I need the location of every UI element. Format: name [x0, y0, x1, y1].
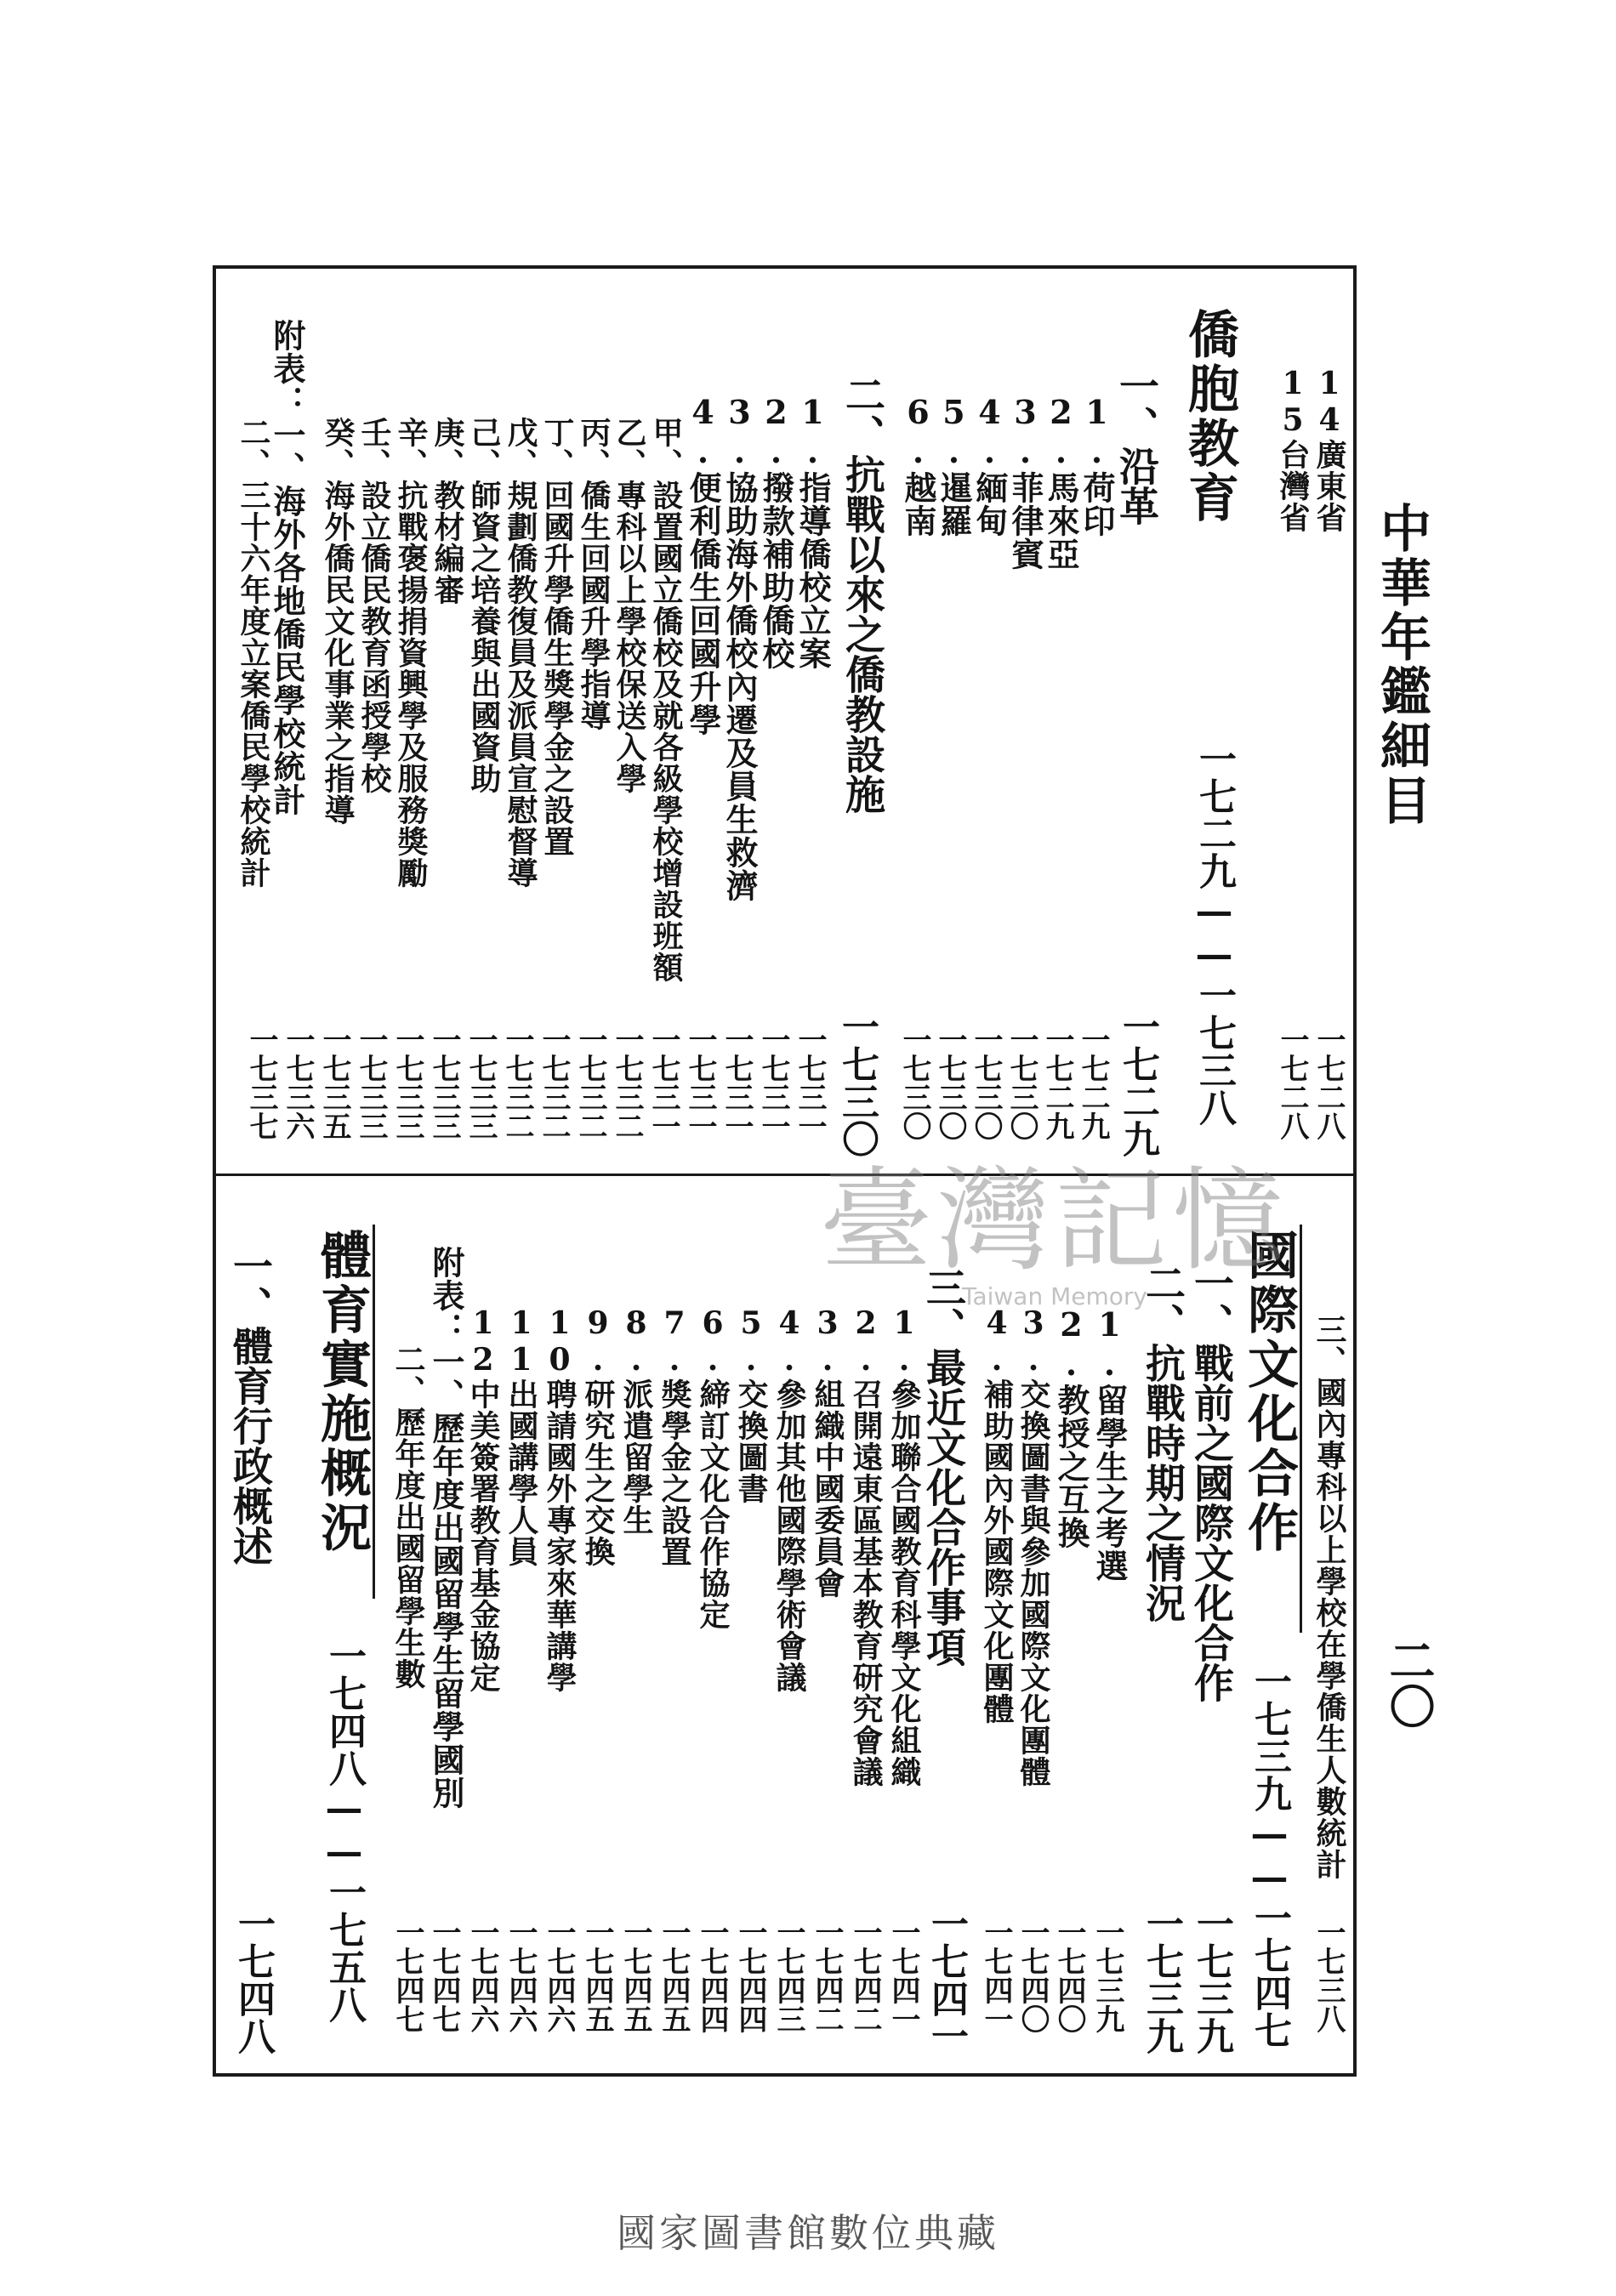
entry-page: 一七四四 — [695, 1918, 729, 2033]
entry-page: 一七二九 — [1116, 1008, 1159, 1157]
entry-page: 一七四二 — [848, 1918, 882, 2033]
watermark-sub: Taiwan Memory — [962, 1282, 1147, 1310]
entry-page: 一七四五 — [618, 1918, 652, 2033]
entry-text: 4.便利僑生回國升學 — [684, 393, 722, 736]
entry-text: 2.召開遠東區基本教育研究會議 — [848, 1305, 884, 1787]
entry-text: 2.馬來亞 — [1042, 393, 1080, 571]
entry-page: 一七三八 — [1312, 1918, 1346, 2033]
entry-text: 1.留學生之考選 — [1090, 1305, 1129, 1583]
entry-page-range: 一七三九——一七四七 — [1248, 1662, 1291, 2049]
entry-page: 一七四五 — [580, 1918, 614, 2033]
entry-text: 甲、設置國立僑校及就各級學校增設班額 — [648, 417, 684, 983]
entry-page: 一七四六 — [542, 1918, 576, 2033]
entry-text: 14廣東省 — [1312, 366, 1347, 533]
entry-page-range: 一七四八——一七五八 — [322, 1637, 366, 2023]
entry-page: 一七四六 — [504, 1918, 538, 2033]
entry-page: 一七二九 — [1076, 1025, 1110, 1140]
entry-page: 一七四七 — [427, 1918, 461, 2033]
entry-page: 一七三九 — [1190, 1905, 1233, 2054]
watermark — [791, 1156, 1318, 1310]
entry-text: 三、國內專科以上學校在學僑生人數統計 — [1312, 1314, 1347, 1880]
entry-text: 3.協助海外僑校內遷及員生救濟 — [720, 393, 759, 902]
entry-page: 一七三五 — [317, 1025, 351, 1140]
entry-text: 一、戰前之國際文化合作 — [1187, 1263, 1234, 1702]
entry-page: 一七三〇 — [835, 1008, 879, 1157]
entry-page: 一七三二 — [500, 1025, 534, 1140]
entry-page: 一七三二 — [573, 1025, 607, 1140]
entry-text: 4.參加其他國際學術會議 — [771, 1305, 807, 1693]
entry-page: 一七三三 — [354, 1025, 388, 1140]
entry-page: 一七二八 — [1312, 1025, 1346, 1140]
entry-page: 一七三二 — [610, 1025, 644, 1140]
entry-page: 一七三三 — [390, 1025, 424, 1140]
entry-page: 一七三一 — [720, 1025, 754, 1140]
entry-text: 4.補助國內外國際文化團體 — [979, 1305, 1015, 1725]
entry-text: 7.獎學金之設置 — [657, 1305, 692, 1567]
entry-page: 一七三〇 — [1004, 1025, 1038, 1140]
entry-page: 一七四一 — [886, 1918, 920, 2033]
entry-text: 4.緬甸 — [970, 393, 1009, 537]
entry-text: 癸、海外僑民文化事業之指導 — [320, 417, 356, 826]
section-heading: 僑胞教育 — [1180, 308, 1239, 526]
appendix-text: 附表：一、歷年度出國留學生留學國別 — [427, 1246, 465, 1810]
section-heading: 國際文化合作 — [1239, 1229, 1299, 1555]
appendix-text: 二、三十六年度立案僑民學校統計 — [236, 417, 271, 889]
entry-page: 一七四二 — [810, 1918, 844, 2033]
entry-page: 一七三一 — [646, 1025, 680, 1140]
section-heading: 體育實施概況 — [312, 1229, 372, 1555]
entry-page: 一七三九 — [1140, 1905, 1183, 2054]
entry-page: 一七三三 — [464, 1025, 498, 1140]
entry-text: 5.暹羅 — [935, 393, 973, 537]
entry-page: 一七四〇 — [1016, 1918, 1050, 2033]
entry-text: 丁、回國升學僑生獎學金之設置 — [539, 417, 575, 857]
entry-text: 12中美簽署教育基金協定 — [465, 1305, 501, 1693]
entry-text: 10聘請國外專家來華講學 — [542, 1305, 578, 1693]
entry-text: 二、抗戰時期之情況 — [1139, 1263, 1186, 1623]
entry-page-range: 一七二九——一七三八 — [1192, 740, 1236, 1126]
entry-page: 一七三〇 — [969, 1025, 1003, 1140]
entry-page: 一七三六 — [281, 1025, 315, 1140]
entry-page: 一七四〇 — [1052, 1918, 1086, 2033]
entry-page: 一七二九 — [1040, 1025, 1074, 1140]
footer-collection: 國家圖書館數位典藏 — [617, 2210, 999, 2256]
entry-text: 3.交換圖書與參加國際文化團體 — [1016, 1305, 1051, 1787]
entry-text: 辛、抗戰褒揚捐資興學及服務獎勵 — [393, 417, 429, 889]
entry-text: 一、體育行政概述 — [226, 1246, 273, 1566]
entry-page: 一七三〇 — [897, 1025, 931, 1140]
entry-text: 1.指導僑校立案 — [794, 393, 832, 670]
watermark-main: 臺灣記憶 — [820, 1156, 1289, 1287]
entry-page: 一七三一 — [756, 1025, 790, 1140]
entry-text: 三、最近文化合作事項 — [919, 1267, 966, 1667]
heading-marker — [373, 1225, 375, 1599]
entry-text: 1.參加聯合國教育科學文化組織 — [886, 1305, 922, 1787]
entry-page: 一七四一 — [979, 1918, 1013, 2033]
entry-text: 己、師資之培養與出國資助 — [466, 417, 502, 794]
entry-text: 庚、教材編審 — [430, 417, 465, 605]
entry-page: 一七四三 — [771, 1918, 805, 2033]
entry-page: 一七三一 — [683, 1025, 717, 1140]
entry-text: 9.研究生之交換 — [580, 1305, 616, 1567]
entry-text: 戊、規劃僑教復員及派員宣慰督導 — [503, 417, 538, 889]
entry-page: 一七四一 — [925, 1905, 968, 2054]
entry-page: 一七四四 — [733, 1918, 767, 2033]
entry-text: 一、沿革 — [1112, 366, 1159, 526]
entry-text: 丙、僑生回國升學指導 — [576, 417, 612, 731]
entry-text: 15台灣省 — [1275, 366, 1311, 533]
entry-text: 11出國講學人員 — [504, 1305, 539, 1567]
appendix-text: 附表：一、海外各地僑民學校統計 — [268, 319, 306, 816]
entry-text: 2.撥款補助僑校 — [757, 393, 795, 670]
entry-page: 一七四五 — [657, 1918, 691, 2033]
entry-text: 壬、設立僑民教育函授學校 — [356, 417, 392, 794]
entry-text: 2.教授之互換 — [1052, 1305, 1090, 1549]
entry-text: 1.荷印 — [1078, 393, 1116, 537]
entry-page: 一七四六 — [465, 1918, 499, 2033]
entry-page: 一七三七 — [244, 1025, 278, 1140]
entry-text: 6.越南 — [899, 393, 937, 537]
entry-page: 一七四七 — [390, 1918, 424, 2033]
entry-text: 6.締訂文化合作協定 — [695, 1305, 731, 1630]
entry-text: 二、抗戰以來之僑教設施 — [839, 374, 885, 814]
book-title: 中華年鑑細目 — [1372, 502, 1431, 828]
entry-page: 一七四八 — [231, 1905, 275, 2054]
entry-text: 乙、專科以上學校保送入學 — [612, 417, 647, 794]
page-number: 二〇 — [1382, 1637, 1437, 1729]
entry-text: 3.組織中國委員會 — [810, 1305, 845, 1599]
entry-page: 一七三九 — [1090, 1918, 1124, 2033]
entry-page: 一七三〇 — [933, 1025, 967, 1140]
entry-text: 8.派遣留學生 — [618, 1305, 654, 1536]
appendix-text: 二、歷年度出國留學生數 — [390, 1344, 426, 1690]
entry-page: 一七二八 — [1275, 1025, 1309, 1140]
entry-text: 3.菲律賓 — [1006, 393, 1044, 571]
entry-text: 5.交換圖書 — [733, 1305, 769, 1504]
entry-page: 一七三一 — [793, 1025, 827, 1140]
entry-page: 一七三二 — [537, 1025, 571, 1140]
entry-page: 一七三三 — [427, 1025, 461, 1140]
